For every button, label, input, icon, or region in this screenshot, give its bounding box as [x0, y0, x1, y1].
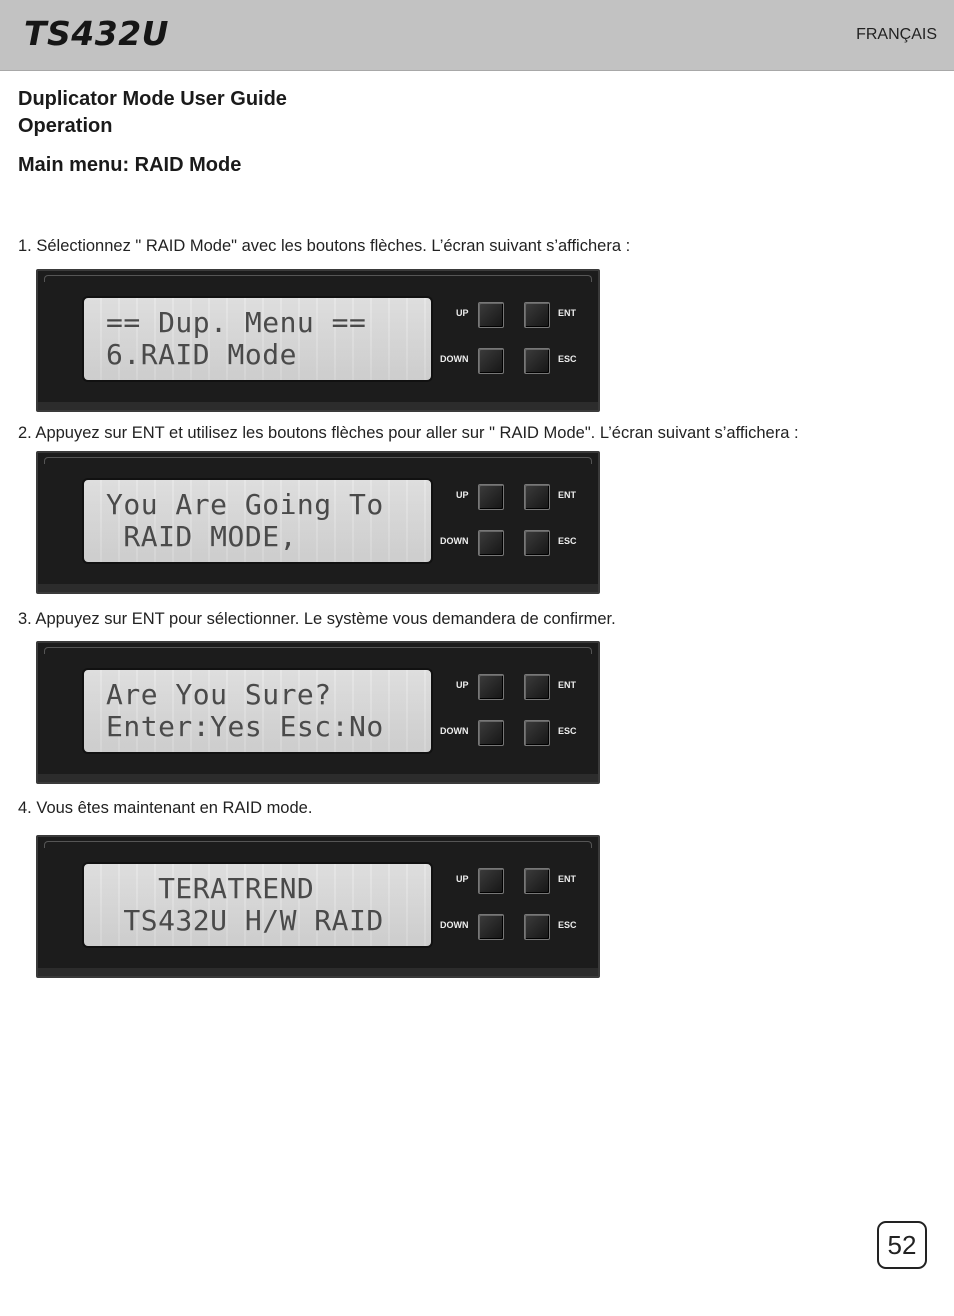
down-button[interactable]: [478, 348, 504, 374]
ent-label: ENT: [558, 308, 576, 318]
ent-button[interactable]: [524, 868, 550, 894]
esc-label: ESC: [558, 920, 577, 930]
lcd-line-2: TS432U H/W RAID: [106, 904, 384, 937]
esc-button[interactable]: [524, 914, 550, 940]
lcd-screen: [82, 668, 433, 754]
up-button[interactable]: [478, 302, 504, 328]
language-label: FRANÇAIS: [856, 26, 937, 43]
guide-heading: Duplicator Mode User Guide: [18, 88, 287, 110]
down-button[interactable]: [478, 530, 504, 556]
device-panel-1: [36, 269, 600, 412]
esc-label: ESC: [558, 536, 577, 546]
lcd-screen: [82, 478, 433, 564]
ent-button[interactable]: [524, 674, 550, 700]
up-label: UP: [456, 308, 469, 318]
step-1-text: 1. Sélectionnez " RAID Mode" avec les boutons flèches. L’écran suivant s’affichera :: [18, 237, 631, 255]
device-panel-4: [36, 835, 600, 978]
device-panel-3: [36, 641, 600, 784]
step-2-text: 2. Appuyez sur ENT et utilisez les boutons flèches pour aller sur " RAID Mode". L’écran suivant s’affichera :: [18, 424, 799, 442]
ent-button[interactable]: [524, 484, 550, 510]
menu-heading: Main menu: RAID Mode: [18, 154, 242, 176]
down-label: DOWN: [440, 726, 469, 736]
esc-label: ESC: [558, 726, 577, 736]
up-button[interactable]: [478, 484, 504, 510]
up-label: UP: [456, 680, 469, 690]
esc-button[interactable]: [524, 530, 550, 556]
page-number: 52: [877, 1221, 927, 1269]
down-label: DOWN: [440, 354, 469, 364]
operation-heading: Operation: [18, 115, 113, 137]
lcd-line-1: == Dup. Menu ==: [106, 306, 367, 339]
up-button[interactable]: [478, 868, 504, 894]
page-header: [0, 0, 954, 71]
up-button[interactable]: [478, 674, 504, 700]
step-4-text: 4. Vous êtes maintenant en RAID mode.: [18, 799, 313, 817]
ent-label: ENT: [558, 680, 576, 690]
lcd-line-1: You Are Going To: [106, 488, 384, 521]
esc-button[interactable]: [524, 348, 550, 374]
ent-button[interactable]: [524, 302, 550, 328]
up-label: UP: [456, 874, 469, 884]
lcd-line-2: 6.RAID Mode: [106, 338, 297, 371]
down-button[interactable]: [478, 914, 504, 940]
down-label: DOWN: [440, 536, 469, 546]
esc-button[interactable]: [524, 720, 550, 746]
up-label: UP: [456, 490, 469, 500]
down-button[interactable]: [478, 720, 504, 746]
lcd-line-1: TERATREND: [106, 872, 315, 905]
lcd-screen: [82, 296, 433, 382]
step-3-text: 3. Appuyez sur ENT pour sélectionner. Le système vous demandera de confirmer.: [18, 610, 616, 628]
lcd-screen: [82, 862, 433, 948]
ent-label: ENT: [558, 490, 576, 500]
lcd-line-2: RAID MODE,: [106, 520, 297, 553]
brand-title: TS432U: [24, 14, 169, 53]
lcd-line-1: Are You Sure?: [106, 678, 332, 711]
down-label: DOWN: [440, 920, 469, 930]
ent-label: ENT: [558, 874, 576, 884]
device-panel-2: [36, 451, 600, 594]
lcd-line-2: Enter:Yes Esc:No: [106, 710, 384, 743]
esc-label: ESC: [558, 354, 577, 364]
